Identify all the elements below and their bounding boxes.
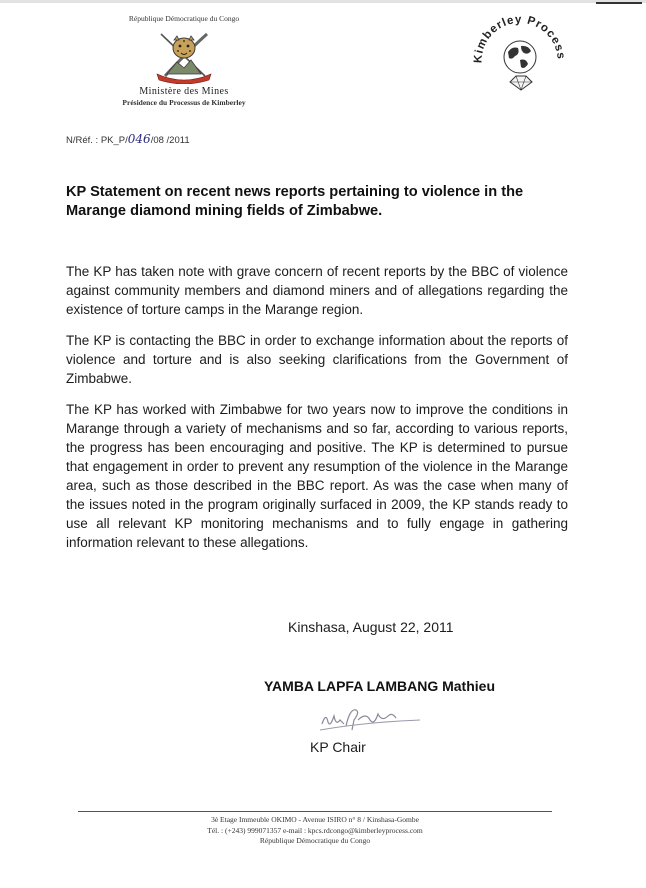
ministry-name: Ministère des Mines [139,86,229,97]
kp-logo-text: Kimberley Process [472,13,567,64]
scan-top-edge [0,0,646,3]
reference-handwritten-number: 046 [127,132,151,146]
reference-suffix: /08 /2011 [150,135,190,146]
reference-prefix: N/Réf. : PK_P/ [66,135,128,146]
paragraph-1: The KP has taken note with grave concern of recent reports by the BBC of violence against community members and diamond miners and of allegations regarding the existence of torture camps in the Marange region. [66,264,568,317]
paragraph-2: The KP is contacting the BBC in order to exchange information about the reports of violence and torture and is also seeking clarifications from the Government of Zimbabwe. [66,333,568,386]
statement-title: KP Statement on recent news reports pertaining to violence in the Marange diamond mining fields of Zimbabwe. [66,184,524,219]
letterhead-country: République Démocratique du Congo [128,14,240,23]
footer-divider [78,811,552,812]
kimberley-process-globe-logo-icon [468,10,572,100]
letterhead-left [84,14,284,107]
presidency-name: Présidence du Processus de Kimberley [122,98,246,107]
paragraph-3: The KP has worked with Zimbabwe for two years now to improve the conditions in Marange through a variety of mechanisms and so far, according to various reports, the progress has been encouraging and positive. The KP is determined to pursue that engagement in order to prevent any resumption of the violence in the Marange area, such as those described in the BBC report. As was the case when many of the issues noted in the program originally surfaced in 2009, the KP stands ready to use all relevant KP monitoring mechanisms and to fully engage in gathering information relevant to these allegations. [66,402,568,550]
signer-name: YAMBA LAPFA LAMBANG Mathieu [264,678,495,694]
scan-mark [596,2,642,4]
footer-country: République Démocratique du Congo [259,836,371,845]
place-and-date: Kinshasa, August 22, 2011 [288,619,454,635]
footer [78,815,552,847]
reference-number [66,132,190,146]
footer-contact: Tél. : (+243) 999071357 e-mail : kpcs.rdcongo@kimberleyprocess.com [207,825,423,835]
handwritten-signature [316,702,426,736]
signer-role: KP Chair [310,739,366,755]
footer-address: 3è Etage Immeuble OKIMO - Avenue ISIRO n° 8 / Kinshasa-Gombe [211,815,419,824]
statement-body [66,262,568,564]
leopard-coat-of-arms-icon [153,28,215,84]
